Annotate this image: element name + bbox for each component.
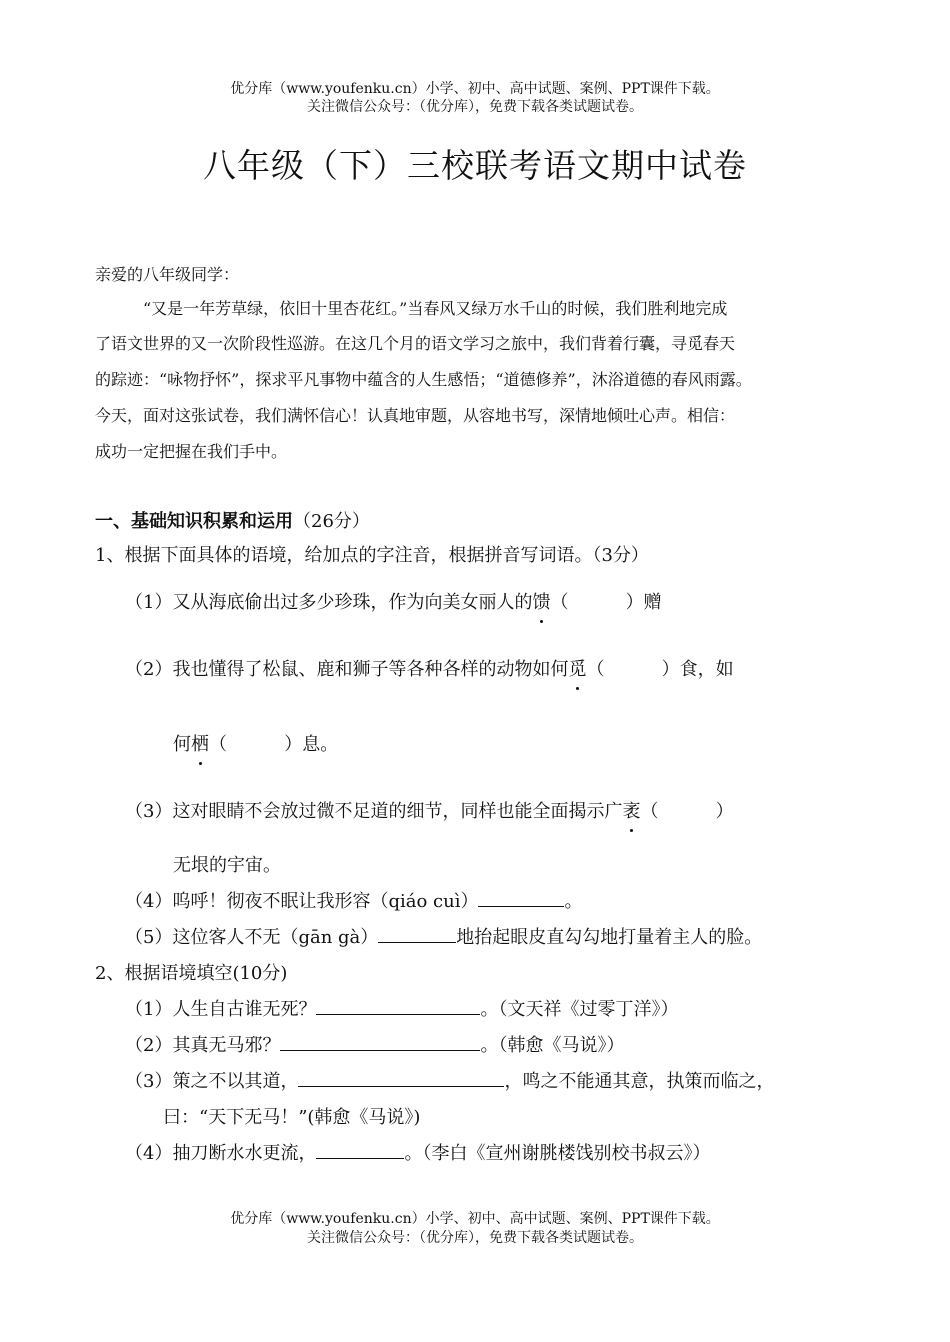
header-line-1: 优分库（www.youfenku.cn）小学、初中、高中试题、案例、PPT课件下载。 [230,81,720,97]
q1-item-2a [125,655,734,681]
q1-item-2b-answer-slot: （ ）息。 [209,734,339,755]
q1-item-5 [125,923,762,949]
q1-item-5-text: （5）这位客人不无（gān gà） [125,927,379,948]
q1-item-5-end: 地抬起眼皮直勾勾地打量着主人的脸。 [456,927,763,948]
q2-item-2-text: （2）其真无马邪？ [125,1035,281,1056]
q2-item-1-source: 。（文天祥《过零丁洋》） [480,999,679,1020]
q1-item-4-text: （4）呜呼！彻夜不眠让我形容（qiáo cuì） [125,891,479,912]
q1-item-2b-text: 何 [173,734,191,755]
intro-line-2: 了语文世界的又一次阶段性巡游。在这几个月的语文学习之旅中，我们背着行囊，寻觅春天 [95,334,736,353]
q1-item-1-dotted-char: 馈 [532,588,550,614]
q1-item-1-text: （1）又从海底偷出过多少珍珠，作为向美女丽人的 [125,592,533,613]
q1-item-4-blank[interactable] [478,890,564,907]
q2-item-4 [125,1139,710,1165]
q2-item-2-source: 。（韩愈《马说》） [480,1035,625,1056]
q1-stem: 1、根据下面具体的语境，给加点的字注音，根据拼音写词语。（3分） [95,545,649,566]
q2-stem: 2、根据语境填空(10分) [95,963,288,984]
q1-item-2-answer-slot: （ ）食，如 [586,659,734,680]
section-1-score: （26分） [293,511,370,532]
q2-item-4-text: （4）抽刀断水水更流， [125,1143,317,1164]
q2-item-4-blank[interactable] [316,1142,404,1159]
intro-line-4: 今天，面对这张试卷，我们满怀信心！认真地审题，从容地书写，深情地倾吐心声。相信： [95,406,736,425]
q2-item-2-blank[interactable] [280,1034,480,1051]
section-1-title: 一、基础知识积累和运用 [95,511,293,532]
q2-item-4-source: 。（李白《宣州谢朓楼饯别校书叔云》） [404,1143,711,1164]
q1-item-2b [173,730,338,756]
q1-item-4-end: 。 [564,891,583,912]
exam-title: 八年级（下）三校联考语文期中试卷 [203,146,747,185]
q2-item-3a [125,1067,774,1093]
q1-item-3-answer-slot: （ ） [640,801,734,822]
q2-item-3b: 曰：“天下无马！”(韩愈《马说》) [163,1107,421,1128]
q1-item-4 [125,887,582,913]
q2-item-3-continuation: ，鸣之不能通其意，执策而临之， [504,1071,775,1092]
q2-item-1-text: （1）人生自古谁无死？ [125,999,317,1020]
q2-item-2 [125,1031,624,1057]
q1-item-3-dotted-char: 袤 [622,797,640,823]
q1-item-5-blank[interactable] [378,926,456,943]
q1-item-1-answer-slot: （ ）赠 [550,592,662,613]
q1-item-2b-dotted-char: 栖 [191,730,209,756]
intro-line-3: 的踪迹：“咏物抒怀”，探求平凡事物中蕴含的人生感悟；“道德修养”，沐浴道德的春风雨露。 [95,370,752,389]
footer-line-2: 关注微信公众号：（优分库），免费下载各类试题试卷。 [307,1230,643,1246]
footer-line-1: 优分库（www.youfenku.cn）小学、初中、高中试题、案例、PPT课件下载。 [230,1211,720,1227]
intro-line-1: “又是一年芳草绿，依旧十里杏花红。”当春风又绿万水千山的时候，我们胜利地完成 [143,299,728,318]
q2-item-3-blank[interactable] [298,1070,504,1087]
section-1-heading [95,507,370,533]
q2-item-3-text: （3）策之不以其道， [125,1071,299,1092]
q2-item-1 [125,995,678,1021]
q1-item-1 [125,588,662,614]
q1-item-3a [125,797,734,823]
q1-item-2-text: （2）我也懂得了松鼠、鹿和狮子等各种各样的动物如何 [125,659,569,680]
intro-greeting: 亲爱的八年级同学： [95,265,240,284]
q1-item-3b: 无垠的宇宙。 [173,855,281,876]
header-line-2: 关注微信公众号：（优分库），免费下载各类试题试卷。 [307,99,643,115]
intro-line-5: 成功一定把握在我们手中。 [95,442,288,461]
q2-item-1-blank[interactable] [316,998,480,1015]
q1-item-2-dotted-char: 觅 [568,655,586,681]
q1-item-3-text: （3）这对眼睛不会放过微不足道的细节，同样也能全面揭示广 [125,801,623,822]
